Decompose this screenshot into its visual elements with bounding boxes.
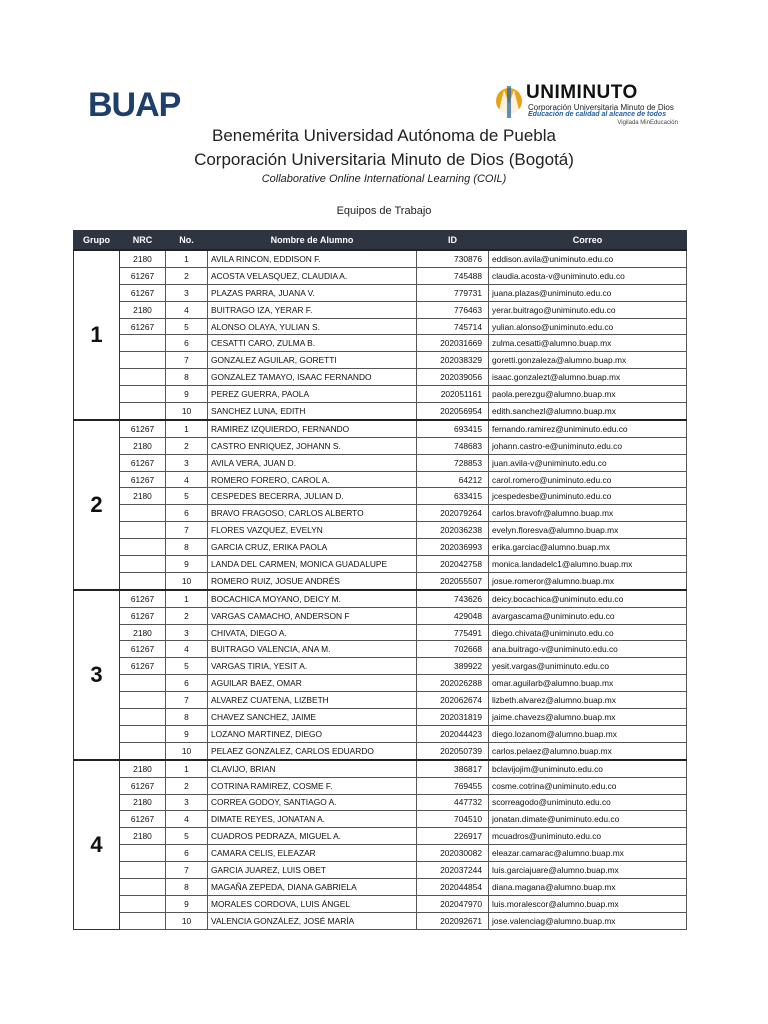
email-cell[interactable]: diego.lozanom@alumno.buap.mx (489, 725, 687, 742)
id-cell: 202050739 (417, 742, 489, 759)
table-row (74, 878, 687, 895)
student-name-cell: MAGAÑA ZEPEDA, DIANA GABRIELA (208, 878, 417, 895)
email-cell[interactable]: paola.perezgu@alumno.buap.mx (489, 386, 687, 403)
uniminuto-emblem-icon (494, 84, 524, 120)
student-name-cell: CESPEDES BECERRA, JULIAN D. (208, 488, 417, 505)
table-row (74, 692, 687, 709)
student-name-cell: AVILA VERA, JUAN D. (208, 454, 417, 471)
table-row (74, 539, 687, 556)
table-row (74, 335, 687, 352)
student-name-cell: VARGAS TIRIA, YESIT A. (208, 658, 417, 675)
id-cell: 202056954 (417, 403, 489, 420)
nrc-cell (120, 709, 166, 726)
nrc-cell: 2180 (120, 250, 166, 267)
table-row (74, 760, 687, 777)
teams-table (73, 230, 687, 930)
table-row (74, 777, 687, 794)
email-cell[interactable]: yulian.alonso@uniminuto.edu.co (489, 318, 687, 335)
number-cell: 3 (166, 794, 208, 811)
student-name-cell: BUITRAGO IZA, YERAR F. (208, 301, 417, 318)
table-row (74, 488, 687, 505)
id-cell: 202037244 (417, 862, 489, 879)
nrc-cell (120, 895, 166, 912)
nrc-cell (120, 352, 166, 369)
number-cell: 9 (166, 556, 208, 573)
number-cell: 9 (166, 895, 208, 912)
table-row (74, 862, 687, 879)
email-cell[interactable]: avargascama@uniminuto.edu.co (489, 607, 687, 624)
student-name-cell: PEREZ GUERRA, PAOLA (208, 386, 417, 403)
id-cell: 64212 (417, 471, 489, 488)
group-number: 4 (74, 760, 120, 929)
nrc-cell (120, 369, 166, 386)
table-row (74, 301, 687, 318)
table-row (74, 522, 687, 539)
section-title: Equipos de Trabajo (336, 205, 432, 217)
email-cell[interactable]: ana.buitrago-v@uniminuto.edu.co (489, 641, 687, 658)
number-cell: 1 (166, 590, 208, 607)
student-name-cell: CLAVIJO, BRIAN (208, 760, 417, 777)
table-row (74, 420, 687, 437)
id-cell: 730876 (417, 250, 489, 267)
table-row (74, 403, 687, 420)
number-cell: 9 (166, 725, 208, 742)
nrc-cell: 61267 (120, 811, 166, 828)
student-name-cell: ROMERO FORERO, CAROL A. (208, 471, 417, 488)
table-row (74, 675, 687, 692)
id-cell: 202044423 (417, 725, 489, 742)
number-cell: 2 (166, 437, 208, 454)
email-cell[interactable]: diana.magana@alumno.buap.mx (489, 878, 687, 895)
student-name-cell: ROMERO RUIZ, JOSUE ANDRÉS (208, 572, 417, 589)
number-cell: 10 (166, 742, 208, 759)
student-name-cell: VARGAS CAMACHO, ANDERSON F (208, 607, 417, 624)
number-cell: 2 (166, 777, 208, 794)
nrc-cell: 61267 (120, 420, 166, 437)
student-name-cell: LANDA DEL CARMEN, MONICA GUADALUPE (208, 556, 417, 573)
id-cell: 775491 (417, 624, 489, 641)
number-cell: 10 (166, 572, 208, 589)
nrc-cell: 2180 (120, 760, 166, 777)
table-row (74, 284, 687, 301)
student-name-cell: BRAVO FRAGOSO, CARLOS ALBERTO (208, 505, 417, 522)
id-cell: 743626 (417, 590, 489, 607)
student-name-cell: CASTRO ENRIQUEZ, JOHANN S. (208, 437, 417, 454)
id-cell: 202031819 (417, 709, 489, 726)
email-cell[interactable]: eddison.avila@uniminuto.edu.co (489, 250, 687, 267)
id-cell: 226917 (417, 828, 489, 845)
table-header-row (74, 231, 687, 251)
id-cell: 745488 (417, 267, 489, 284)
id-cell: 202036993 (417, 539, 489, 556)
number-cell: 4 (166, 301, 208, 318)
table-row (74, 845, 687, 862)
id-cell: 202026288 (417, 675, 489, 692)
email-cell[interactable]: fernando.ramirez@uniminuto.edu.co (489, 420, 687, 437)
nrc-cell: 61267 (120, 590, 166, 607)
nrc-cell: 61267 (120, 267, 166, 284)
nrc-cell: 61267 (120, 777, 166, 794)
email-cell[interactable]: monica.landadelc1@alumno.buap.mx (489, 556, 687, 573)
uniminuto-slogan: Educación de calidad al alcance de todos (528, 111, 667, 118)
id-cell: 429048 (417, 607, 489, 624)
id-cell: 202079264 (417, 505, 489, 522)
student-name-cell: CHIVATA, DIEGO A. (208, 624, 417, 641)
table-row (74, 895, 687, 912)
email-cell[interactable]: carlos.bravofr@alumno.buap.mx (489, 505, 687, 522)
nrc-cell: 2180 (120, 437, 166, 454)
number-cell: 1 (166, 420, 208, 437)
table-row (74, 590, 687, 607)
table-row (74, 505, 687, 522)
email-cell[interactable]: juan.avila-v@uniminuto.edu.co (489, 454, 687, 471)
number-cell: 1 (166, 760, 208, 777)
email-cell[interactable]: edith.sanchezl@alumno.buap.mx (489, 403, 687, 420)
student-name-cell: BOCACHICA MOYANO, DEICY M. (208, 590, 417, 607)
title-uniminuto: Corporación Universitaria Minuto de Dios (Bogotá) (194, 150, 574, 169)
number-cell: 10 (166, 403, 208, 420)
number-cell: 6 (166, 675, 208, 692)
id-cell: 728853 (417, 454, 489, 471)
nrc-cell (120, 878, 166, 895)
id-cell: 202044854 (417, 878, 489, 895)
email-cell[interactable]: scorreagodo@uniminuto.edu.co (489, 794, 687, 811)
table-row (74, 572, 687, 589)
email-cell[interactable]: luis.moralescor@alumno.buap.mx (489, 895, 687, 912)
student-name-cell: ACOSTA VELASQUEZ, CLAUDIA A. (208, 267, 417, 284)
nrc-cell (120, 742, 166, 759)
student-name-cell: FLORES VAZQUEZ, EVELYN (208, 522, 417, 539)
number-cell: 5 (166, 318, 208, 335)
student-name-cell: CUADROS PEDRAZA, MIGUEL A. (208, 828, 417, 845)
student-name-cell: VALENCIA GONZÁLEZ, JOSÉ MARÍA (208, 912, 417, 929)
table-row (74, 725, 687, 742)
email-cell[interactable]: zulma.cesatti@alumno.buap.mx (489, 335, 687, 352)
table-row (74, 828, 687, 845)
table-row (74, 437, 687, 454)
number-cell: 3 (166, 284, 208, 301)
id-cell: 202092671 (417, 912, 489, 929)
uniminuto-line1: Corporación Universitaria Minuto de Dios (528, 103, 674, 112)
number-cell: 6 (166, 845, 208, 862)
number-cell: 4 (166, 471, 208, 488)
id-cell: 704510 (417, 811, 489, 828)
nrc-cell: 2180 (120, 794, 166, 811)
group-number: 1 (74, 250, 120, 420)
nrc-cell: 61267 (120, 318, 166, 335)
nrc-cell (120, 539, 166, 556)
number-cell: 3 (166, 454, 208, 471)
email-cell[interactable]: johann.castro-e@uniminuto.edu.co (489, 437, 687, 454)
id-cell: 202036238 (417, 522, 489, 539)
number-cell: 6 (166, 335, 208, 352)
table-row (74, 912, 687, 929)
number-cell: 10 (166, 912, 208, 929)
student-name-cell: MORALES CORDOVA, LUIS ÁNGEL (208, 895, 417, 912)
nrc-cell (120, 862, 166, 879)
number-cell: 7 (166, 862, 208, 879)
number-cell: 8 (166, 369, 208, 386)
subtitle-coil: Collaborative Online International Learning (COIL) (261, 173, 507, 185)
col-id: ID (417, 231, 489, 251)
email-cell[interactable]: cosme.cotrina@uniminuto.edu.co (489, 777, 687, 794)
email-cell[interactable]: claudia.acosta-v@uniminuto.edu.co (489, 267, 687, 284)
student-name-cell: CHAVEZ SANCHEZ, JAIME (208, 709, 417, 726)
student-name-cell: DIMATE REYES, JONATAN A. (208, 811, 417, 828)
id-cell: 202042758 (417, 556, 489, 573)
table-row (74, 352, 687, 369)
email-cell[interactable]: omar.aguilarb@alumno.buap.mx (489, 675, 687, 692)
email-cell[interactable]: bclavijojim@uniminuto.edu.co (489, 760, 687, 777)
student-name-cell: PELAEZ GONZALEZ, CARLOS EDUARDO (208, 742, 417, 759)
email-cell[interactable]: mcuadros@uniminuto.edu.co (489, 828, 687, 845)
student-name-cell: CORREA GODOY, SANTIAGO A. (208, 794, 417, 811)
email-cell[interactable]: deicy.bocachica@uniminuto.edu.co (489, 590, 687, 607)
nrc-cell: 61267 (120, 471, 166, 488)
number-cell: 6 (166, 505, 208, 522)
col-correo: Correo (489, 231, 687, 251)
table-row (74, 624, 687, 641)
id-cell: 202055507 (417, 572, 489, 589)
email-cell[interactable]: carol.romero@uniminuto.edu.co (489, 471, 687, 488)
nrc-cell (120, 912, 166, 929)
student-name-cell: ALVAREZ CUATENA, LIZBETH (208, 692, 417, 709)
nrc-cell: 2180 (120, 624, 166, 641)
nrc-cell: 61267 (120, 607, 166, 624)
id-cell: 202062674 (417, 692, 489, 709)
table-row (74, 386, 687, 403)
email-cell[interactable]: erika.garciac@alumno.buap.mx (489, 539, 687, 556)
table-row (74, 318, 687, 335)
col-grupo: Grupo (74, 231, 120, 251)
student-name-cell: CAMARA CELIS, ELEAZAR (208, 845, 417, 862)
nrc-cell: 2180 (120, 301, 166, 318)
nrc-cell: 61267 (120, 641, 166, 658)
nrc-cell (120, 572, 166, 589)
nrc-cell (120, 845, 166, 862)
email-cell[interactable]: juana.plazas@uniminuto.edu.co (489, 284, 687, 301)
student-name-cell: COTRINA RAMIREZ, COSME F. (208, 777, 417, 794)
email-cell[interactable]: isaac.gonzalezt@alumno.buap.mx (489, 369, 687, 386)
email-cell[interactable]: goretti.gonzaleza@alumno.buap.mx (489, 352, 687, 369)
id-cell: 693415 (417, 420, 489, 437)
id-cell: 633415 (417, 488, 489, 505)
table-row (74, 641, 687, 658)
student-name-cell: RAMIREZ IZQUIERDO, FERNANDO (208, 420, 417, 437)
table-row (74, 709, 687, 726)
id-cell: 202047970 (417, 895, 489, 912)
email-cell[interactable]: carlos.pelaez@alumno.buap.mx (489, 742, 687, 759)
number-cell: 8 (166, 878, 208, 895)
id-cell: 202030082 (417, 845, 489, 862)
number-cell: 5 (166, 828, 208, 845)
col-nombre: Nombre de Alumno (208, 231, 417, 251)
uniminuto-vigilada: Vigilada MinEducación (617, 120, 678, 126)
table-row (74, 454, 687, 471)
number-cell: 3 (166, 624, 208, 641)
id-cell: 702668 (417, 641, 489, 658)
table-row (74, 250, 687, 267)
nrc-cell (120, 692, 166, 709)
id-cell: 389922 (417, 658, 489, 675)
table-row (74, 369, 687, 386)
buap-logo: BUAP (88, 86, 181, 124)
email-cell[interactable]: evelyn.floresva@alumno.buap.mx (489, 522, 687, 539)
group-number: 3 (74, 590, 120, 760)
number-cell: 7 (166, 522, 208, 539)
nrc-cell (120, 556, 166, 573)
student-name-cell: LOZANO MARTINEZ, DIEGO (208, 725, 417, 742)
email-cell[interactable]: lizbeth.alvarez@alumno.buap.mx (489, 692, 687, 709)
id-cell: 745714 (417, 318, 489, 335)
nrc-cell (120, 725, 166, 742)
id-cell: 779731 (417, 284, 489, 301)
student-name-cell: AGUILAR BAEZ, OMAR (208, 675, 417, 692)
id-cell: 202031669 (417, 335, 489, 352)
table-row (74, 267, 687, 284)
student-name-cell: GARCIA JUAREZ, LUIS OBET (208, 862, 417, 879)
table-row (74, 607, 687, 624)
number-cell: 2 (166, 607, 208, 624)
nrc-cell (120, 675, 166, 692)
number-cell: 8 (166, 539, 208, 556)
email-cell[interactable]: diego.chivata@uniminuto.edu.co (489, 624, 687, 641)
student-name-cell: PLAZAS PARRA, JUANA V. (208, 284, 417, 301)
nrc-cell: 61267 (120, 454, 166, 471)
number-cell: 7 (166, 692, 208, 709)
table-row (74, 471, 687, 488)
nrc-cell: 61267 (120, 658, 166, 675)
student-name-cell: GARCIA CRUZ, ERIKA PAOLA (208, 539, 417, 556)
student-name-cell: GONZALEZ AGUILAR, GORETTI (208, 352, 417, 369)
table-row (74, 658, 687, 675)
number-cell: 4 (166, 641, 208, 658)
id-cell: 202038329 (417, 352, 489, 369)
nrc-cell (120, 505, 166, 522)
number-cell: 1 (166, 250, 208, 267)
student-name-cell: BUITRAGO VALENCIA, ANA M. (208, 641, 417, 658)
col-no: No. (166, 231, 208, 251)
number-cell: 5 (166, 488, 208, 505)
nrc-cell (120, 522, 166, 539)
email-cell[interactable]: eleazar.camarac@alumno.buap.mx (489, 845, 687, 862)
nrc-cell: 2180 (120, 828, 166, 845)
uniminuto-name: UNIMINUTO (526, 82, 638, 103)
group-number: 2 (74, 420, 120, 590)
email-cell[interactable]: jose.valenciag@alumno.buap.mx (489, 912, 687, 929)
email-cell[interactable]: josue.romeror@alumno.buap.mx (489, 572, 687, 589)
nrc-cell (120, 335, 166, 352)
nrc-cell: 2180 (120, 488, 166, 505)
number-cell: 7 (166, 352, 208, 369)
id-cell: 776463 (417, 301, 489, 318)
id-cell: 202039056 (417, 369, 489, 386)
email-cell[interactable]: jonatan.dimate@uniminuto.edu.co (489, 811, 687, 828)
student-name-cell: CESATTI CARO, ZULMA B. (208, 335, 417, 352)
email-cell[interactable]: jcespedesbe@uniminuto.edu.co (489, 488, 687, 505)
table-row (74, 811, 687, 828)
col-nrc: NRC (120, 231, 166, 251)
nrc-cell (120, 386, 166, 403)
number-cell: 9 (166, 386, 208, 403)
nrc-cell: 61267 (120, 284, 166, 301)
student-name-cell: GONZALEZ TAMAYO, ISAAC FERNANDO (208, 369, 417, 386)
email-cell[interactable]: yerar.buitrago@uniminuto.edu.co (489, 301, 687, 318)
table-row (74, 556, 687, 573)
student-name-cell: AVILA RINCON, EDDISON F. (208, 250, 417, 267)
table-row (74, 794, 687, 811)
id-cell: 386817 (417, 760, 489, 777)
number-cell: 2 (166, 267, 208, 284)
email-cell[interactable]: jaime.chavezs@alumno.buap.mx (489, 709, 687, 726)
nrc-cell (120, 403, 166, 420)
number-cell: 4 (166, 811, 208, 828)
number-cell: 8 (166, 709, 208, 726)
email-cell[interactable]: yesit.vargas@uniminuto.edu.co (489, 658, 687, 675)
id-cell: 769455 (417, 777, 489, 794)
student-name-cell: ALONSO OLAYA, YULIAN S. (208, 318, 417, 335)
id-cell: 447732 (417, 794, 489, 811)
table-row (74, 742, 687, 759)
email-cell[interactable]: luis.garciajuare@alumno.buap.mx (489, 862, 687, 879)
student-name-cell: SANCHEZ LUNA, EDITH (208, 403, 417, 420)
id-cell: 202051161 (417, 386, 489, 403)
title-buap: Benemérita Universidad Autónoma de Puebla (212, 126, 556, 145)
number-cell: 5 (166, 658, 208, 675)
id-cell: 748683 (417, 437, 489, 454)
